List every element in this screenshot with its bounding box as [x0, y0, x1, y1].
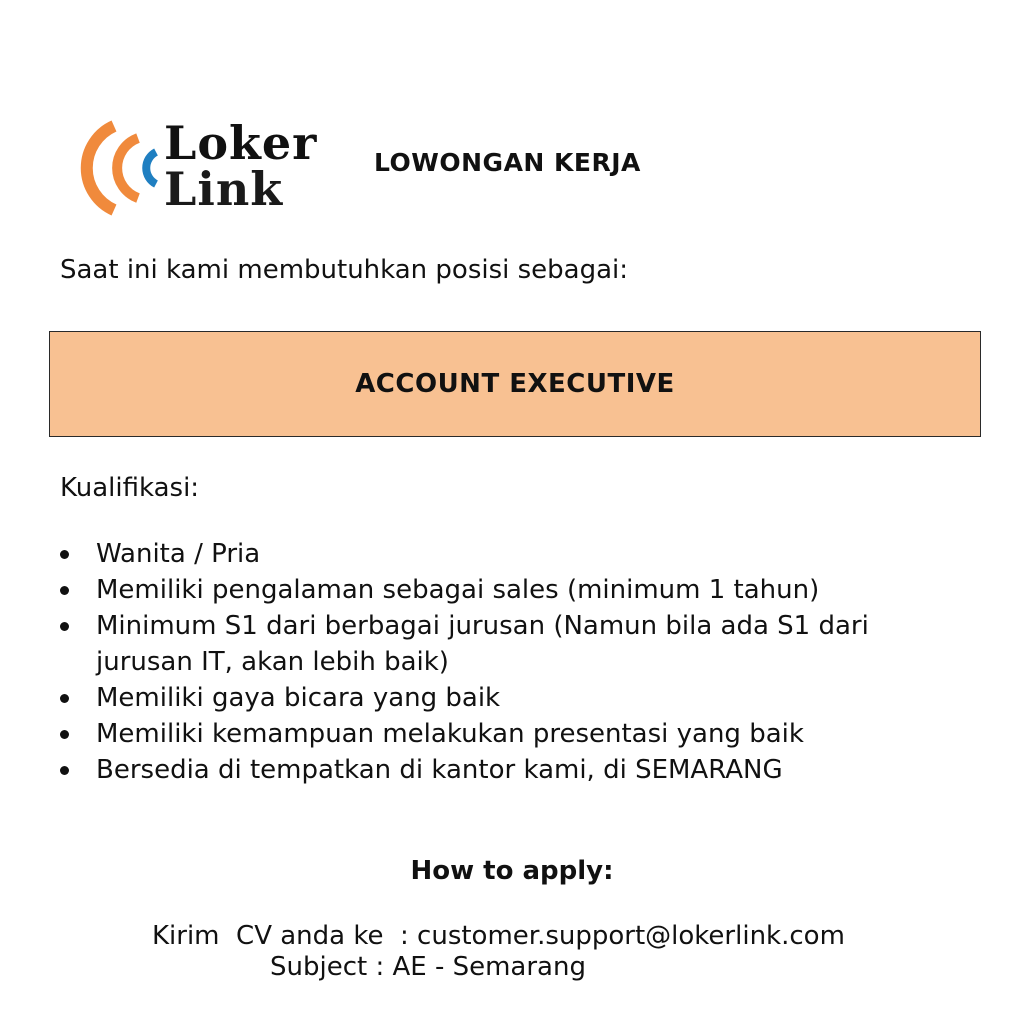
signal-arcs-icon	[72, 118, 172, 218]
qualifications-heading: Kualifikasi:	[60, 473, 200, 503]
bullet-icon	[60, 622, 69, 631]
logo-word-loker: Loker	[164, 116, 318, 170]
bullet-icon	[60, 586, 69, 595]
qualification-text: Memiliki gaya bicara yang baik	[96, 683, 501, 713]
qualification-text: Wanita / Pria	[96, 539, 261, 569]
position-banner	[49, 331, 981, 437]
logo-word-link: Link	[164, 162, 284, 216]
apply-email-line: Kirim CV anda ke : customer.support@lokerlink.com	[152, 921, 845, 951]
how-to-apply-heading: How to apply:	[410, 856, 614, 886]
bullet-icon	[60, 550, 69, 559]
bullet-icon	[60, 730, 69, 739]
qualification-text: Bersedia di tempatkan di kantor kami, di SEMARANG	[96, 755, 783, 785]
apply-subject-line: Subject : AE - Semarang	[270, 952, 586, 982]
bullet-icon	[60, 694, 69, 703]
intro-text: Saat ini kami membutuhkan posisi sebagai:	[60, 255, 629, 285]
list-item	[60, 536, 940, 572]
qualifications-list	[60, 536, 940, 788]
qualification-text: Minimum S1 dari berbagai jurusan (Namun bila ada S1 dari jurusan IT, akan lebih baik)	[96, 611, 869, 677]
bullet-icon	[60, 766, 69, 775]
list-item	[60, 680, 940, 716]
page-title: LOWONGAN KERJA	[374, 148, 641, 177]
list-item	[60, 572, 940, 608]
lokerlink-logo	[72, 118, 332, 218]
list-item	[60, 716, 940, 752]
position-title: ACCOUNT EXECUTIVE	[355, 369, 675, 399]
list-item	[60, 608, 940, 680]
list-item	[60, 752, 940, 788]
qualification-text: Memiliki pengalaman sebagai sales (minimum 1 tahun)	[96, 575, 820, 605]
qualification-text: Memiliki kemampuan melakukan presentasi yang baik	[96, 719, 804, 749]
